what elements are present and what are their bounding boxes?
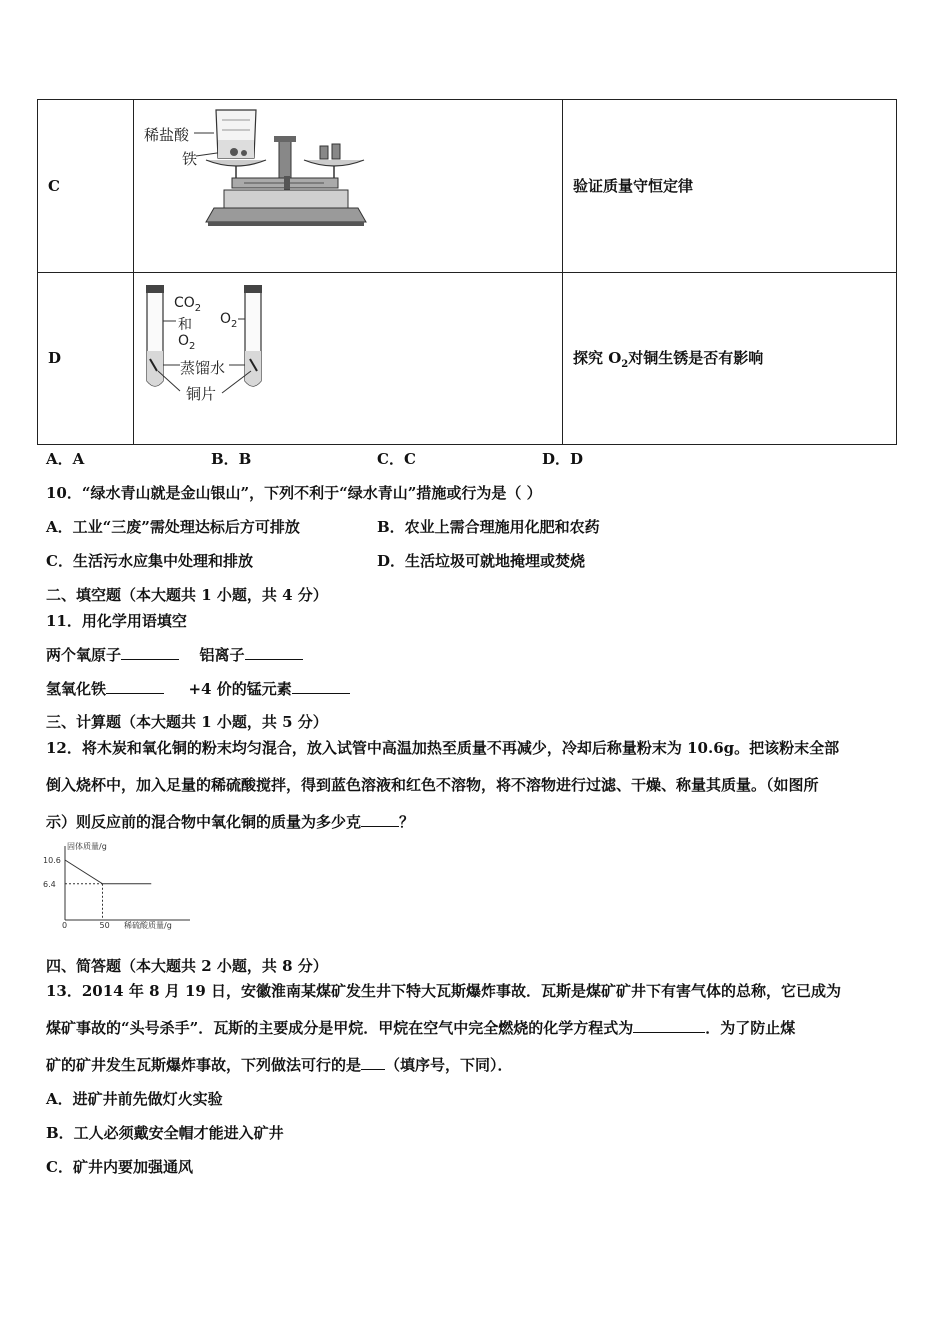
q11-stem: 11．用化学用语填空 xyxy=(46,612,187,630)
q11-blank-iron-hydroxide[interactable] xyxy=(106,679,164,694)
balance-figure xyxy=(134,100,562,271)
experiment-table xyxy=(37,99,897,445)
q12-line3: 示）则反应前的混合物中氧化铜的质量为多少克 ？ xyxy=(46,813,415,831)
q13-line3: 矿的矿井发生瓦斯爆炸事故，下列做法可行的是 （填序号，下同）． xyxy=(46,1056,513,1074)
data-series-line xyxy=(65,860,151,884)
q11-line2 xyxy=(46,678,350,699)
q12-line1: 12．将木炭和氧化铜的粉末均匀混合，放入试管中高温加热至质量不再减少，冷却后称量粉末为 10.6g。把该粉末全部 xyxy=(46,739,840,757)
figure-cell xyxy=(134,272,563,445)
q13-choice-blank[interactable] xyxy=(361,1055,385,1070)
q9-option-d[interactable]: D．D xyxy=(542,450,584,468)
figure-label-and: 和 xyxy=(178,316,192,333)
q13-line1: 13．2014 年 8 月 19 日，安徽淮南某煤矿发生井下特大瓦斯爆炸事故．瓦斯是煤矿矿井下有害气体的总称，它已成为 xyxy=(46,982,842,1000)
q11-blank-label-manganese: +4 价的锰元素 xyxy=(188,680,292,698)
q11-blank-oxygen[interactable] xyxy=(121,645,179,660)
q9-option-b[interactable]: B．B xyxy=(211,450,252,468)
q10-option-c[interactable]: C．生活污水应集中处理和排放 xyxy=(46,552,253,570)
figure-label-water: 蒸馏水 xyxy=(180,358,226,377)
section3-heading: 三、计算题（本大题共 1 小题，共 5 分） xyxy=(46,713,328,731)
q9-option-c[interactable]: C．C xyxy=(377,450,416,468)
y-axis-label: 固体质量/g xyxy=(67,842,107,851)
q13-equation-blank[interactable] xyxy=(633,1018,705,1033)
q10-option-d[interactable]: D．生活垃圾可就地掩埋或焚烧 xyxy=(377,552,586,570)
figure-label-o2-right: $O_2$ xyxy=(220,310,238,330)
row-label: C xyxy=(38,100,134,273)
mass-chart xyxy=(40,840,200,930)
balance-illustration xyxy=(134,100,562,271)
q13-option-b[interactable]: B．工人必须戴安全帽才能进入矿井 xyxy=(46,1124,284,1142)
figure-label-o2-left: $O_2$ xyxy=(178,332,196,352)
q10-option-a[interactable]: A．工业“三废”需处理达标后方可排放 xyxy=(46,518,300,536)
q11-blank-label-iron-hydroxide: 氢氧化铁 xyxy=(46,680,107,698)
q11-line1 xyxy=(46,644,303,665)
y-tick-label: 10.6 xyxy=(43,856,61,865)
x-tick-label: 50 xyxy=(99,921,110,930)
q12-line2: 倒入烧杯中，加入足量的稀硫酸搅拌，得到蓝色溶液和红色不溶物，将不溶物进行过滤、干燥、称量其质量。（如图所 xyxy=(46,776,819,794)
figure-label-iron: 铁 xyxy=(182,150,198,169)
q12-answer-blank[interactable] xyxy=(361,812,399,827)
figure-label-hcl: 稀盐酸 xyxy=(144,126,190,145)
x-axis-label: 稀硫酸质量/g xyxy=(124,921,172,930)
figure-label-copper: 铜片 xyxy=(186,384,217,403)
q11-blank-label-aluminum: 铝离子 xyxy=(199,646,245,664)
q13-option-c[interactable]: C．矿井内要加强通风 xyxy=(46,1158,193,1176)
q10-stem: 10．“绿水青山就是金山银山”，下列不利于“绿水青山”措施或行为是（ ） xyxy=(46,484,542,502)
q10-option-b[interactable]: B．农业上需合理施用化肥和农药 xyxy=(377,518,600,536)
q11-blank-manganese[interactable] xyxy=(292,679,350,694)
q11-blank-label-oxygen: 两个氧原子 xyxy=(46,646,122,664)
table-row-c xyxy=(38,100,897,273)
q9-option-a[interactable]: A．A xyxy=(46,450,85,468)
q11-blank-aluminum[interactable] xyxy=(245,645,303,660)
x-tick-label: 0 xyxy=(62,921,68,930)
row-label: D xyxy=(38,272,134,445)
test-tube-figure xyxy=(134,273,562,444)
row-description: 验证质量守恒定律 xyxy=(563,100,897,273)
figure-label-co2: $CO_2$ xyxy=(174,294,202,314)
row-description: 探究 $O_2$对铜生锈是否有影响 xyxy=(563,272,897,445)
figure-cell xyxy=(134,100,563,273)
section2-heading: 二、填空题（本大题共 1 小题，共 4 分） xyxy=(46,586,328,604)
section4-heading: 四、简答题（本大题共 2 小题，共 8 分） xyxy=(46,957,328,975)
q13-option-a[interactable]: A．进矿井前先做灯火实验 xyxy=(46,1090,223,1108)
y-tick-label: 6.4 xyxy=(43,879,56,889)
table-row-d xyxy=(38,272,897,445)
q13-line2: 煤矿事故的“头号杀手”．瓦斯的主要成分是甲烷．甲烷在空气中完全燃烧的化学方程式为 ．为了防止煤 xyxy=(46,1019,796,1037)
